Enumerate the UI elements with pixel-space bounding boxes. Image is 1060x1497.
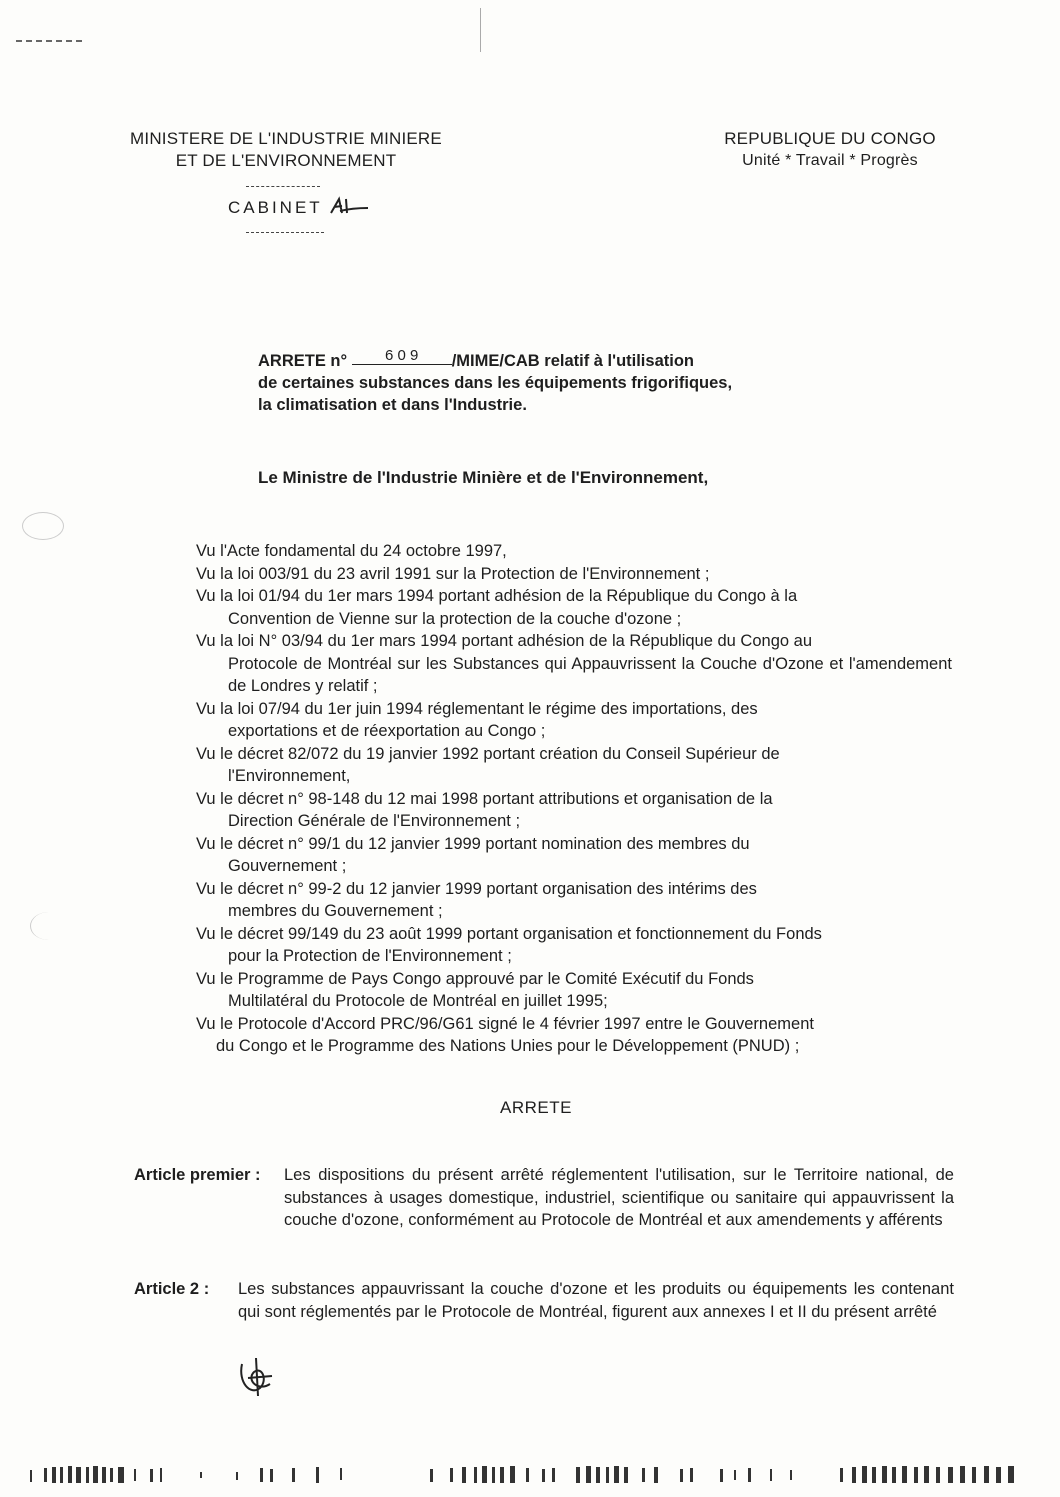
consideration-item [196,833,952,878]
consideration-first-line: Vu l'Acte fondamental du 24 octobre 1997, [196,542,507,560]
consideration-first-line: Vu le décret n° 99/1 du 12 janvier 1999 portant nomination des membres du [196,834,750,853]
consideration-first-line: Vu la loi 07/94 du 1er juin 1994 réglementant le régime des importations, des [196,699,758,718]
consideration-continuation: exportations et de réexportation au Congo ; [228,722,546,740]
minister-heading: Le Ministre de l'Industrie Minière et de l'Environnement, [258,468,709,487]
consideration-item [196,698,952,743]
consideration-continuation: Direction Générale de l'Environnement ; [228,812,521,830]
article-label: Article 2 : [134,1280,210,1298]
decree-number [352,348,452,365]
consideration-continuation: Multilatéral du Protocole de Montréal en juillet 1995; [228,992,608,1010]
consideration-item [196,630,952,698]
decree-suffix: /MIME/CAB relatif à l'utilisation [451,352,694,370]
cabinet-text: CABINET [228,198,323,217]
scan-artifact [16,40,82,44]
republic-header [690,128,970,172]
ministry-name-line1: MINISTERE DE L'INDUSTRIE MINIERE [130,129,442,148]
article-label: Article premier : [134,1166,261,1184]
consideration-item [196,788,952,833]
consideration-first-line: Vu le décret 99/149 du 23 août 1999 portant organisation et fonctionnement du Fonds [196,924,822,943]
consideration-first-line: Vu le décret 82/072 du 19 janvier 1992 portant création du Conseil Supérieur de [196,744,780,763]
consideration-first-line: Vu le décret n° 98-148 du 12 mai 1998 portant attributions et organisation de la [196,789,773,808]
handwritten-initials [232,1352,282,1402]
consideration-item [196,1013,952,1058]
consideration-first-line: Vu la loi 003/91 du 23 avril 1991 sur la Protection de l'Environnement ; [196,564,710,583]
consideration-item [196,540,952,563]
ministry-header [96,128,476,172]
consideration-continuation: pour la Protection de l'Environnement ; [228,947,512,965]
republic-name: REPUBLIQUE DU CONGO [724,129,936,148]
article-text: Les dispositions du présent arrêté réglementent l'utilisation, sur le Territoire national, de substances à usages domestique, industriel, scientifique ou sanitaire qui appauvrissent la couche d'ozone, conformément au Protocole de Montréal et aux amendements y afférents [284,1166,954,1229]
arrete-heading: ARRETE [500,1098,572,1117]
article-text: Les substances appauvrissant la couche d'ozone et les produits ou équipements les contenant qui sont réglementés par le Protocole de Montréal, figurent aux annexes I et II du présent arrêté [238,1280,954,1321]
consideration-item [196,923,952,968]
ministry-name-line2: ET DE L'ENVIRONNEMENT [175,151,397,170]
scan-artifact [480,8,481,52]
consideration-first-line: Vu la loi N° 03/94 du 1er mars 1994 portant adhésion de la République du Congo au [196,632,812,650]
decree-title-line2: de certaines substances dans les équipements frigorifiques, [258,374,733,392]
cabinet-label [228,196,372,219]
consideration-continuation: Convention de Vienne sur la protection de la couche d'ozone ; [228,609,682,628]
consideration-continuation: Gouvernement ; [228,857,347,875]
article-2 [134,1278,954,1323]
consideration-item [196,563,952,586]
consideration-continuation: du Congo et le Programme des Nations Unies pour le Développement (PNUD) ; [216,1037,800,1055]
divider [246,232,324,233]
article-1 [134,1164,954,1232]
divider [246,186,320,187]
consideration-continuation: Protocole de Montréal sur les Substances qui Appauvrissent la Couche d'Ozone et l'amendement de Londres y relatif ; [228,654,952,695]
republic-motto: Unité * Travail * Progrès [742,152,918,169]
consideration-continuation: l'Environnement, [228,767,351,785]
consideration-first-line: Vu le Programme de Pays Congo approuvé par le Comité Exécutif du Fonds [196,969,754,988]
decree-number-text: 6 0 9 [385,347,419,364]
decree-title-line1 [258,347,878,372]
considerations-list [196,540,952,1058]
consideration-item [196,968,952,1013]
consideration-item [196,585,952,630]
consideration-continuation: membres du Gouvernement ; [228,902,443,920]
consideration-first-line: Vu la loi 01/94 du 1er mars 1994 portant adhésion de la République du Congo à la [196,587,798,605]
consideration-first-line: Vu le Protocole d'Accord PRC/96/G61 signé le 4 février 1997 entre le Gouvernement [196,1014,814,1033]
barcode-marks [30,1464,1030,1486]
decree-title [258,347,878,416]
decree-prefix: ARRETE n° [258,352,348,370]
consideration-first-line: Vu le décret n° 99-2 du 12 janvier 1999 portant organisation des intérims des [196,879,757,898]
punch-hole [22,512,64,540]
punch-hole [30,912,67,940]
consideration-item [196,878,952,923]
decree-title-line3: la climatisation et dans l'Industrie. [258,396,527,414]
handwritten-mark [328,196,372,216]
consideration-item [196,743,952,788]
scan-barcode-strip [30,1464,1030,1486]
